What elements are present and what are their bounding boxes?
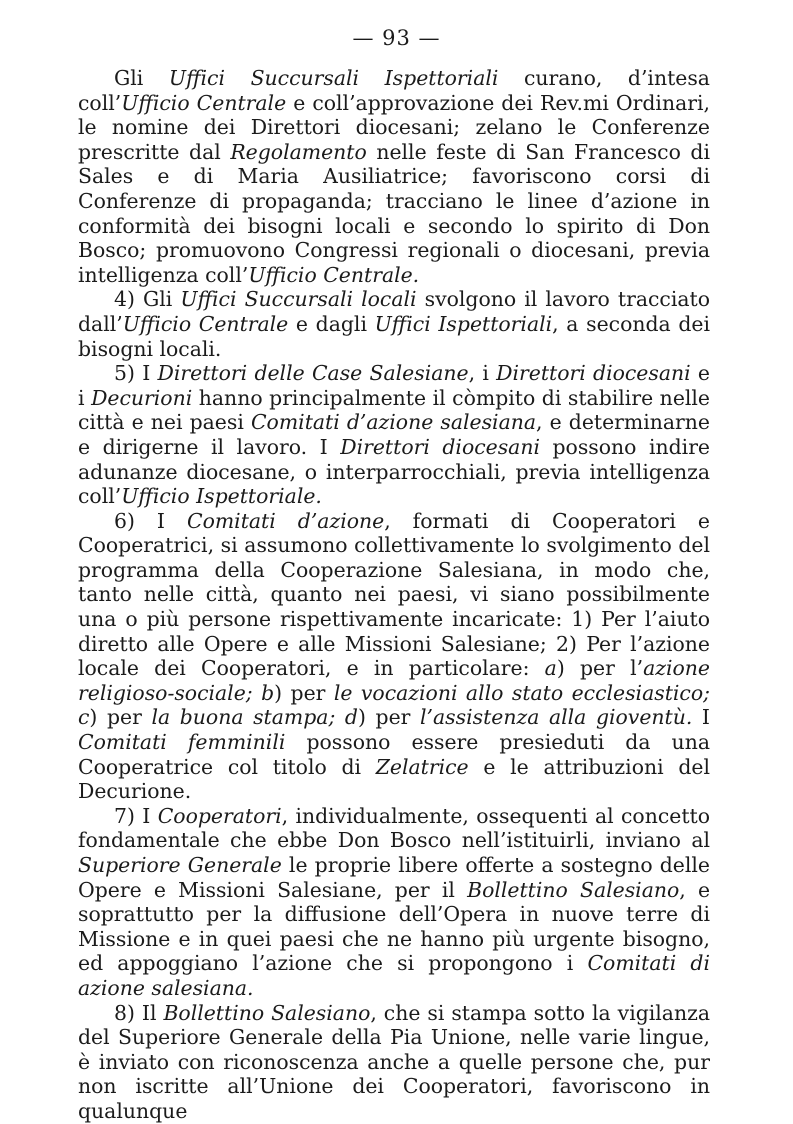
italic-text: Decurioni <box>91 385 193 410</box>
text-run: e dagli <box>288 311 375 336</box>
page-number: — 93 — <box>352 26 441 50</box>
text-run: nelle feste di San Francesco di Sales e di Maria Ausiliatrice; favoriscono corsi di Conferenze di propaganda; tracciano le linee d’azione in conformità dei bisogni locali e secondo lo spirito di Don Bosco; promuovono Congressi regionali o diocesani, previa intelligenza coll’ <box>78 139 710 287</box>
text-run: e i <box>78 361 711 410</box>
italic-text: Zelatrice <box>375 754 469 779</box>
text-run: , individualmente, ossequenti al concetto fondamentale che ebbe Don Bosco nell’istituirli, inviano al <box>78 803 710 853</box>
italic-text: l’assistenza alla gioventù. <box>420 705 693 730</box>
text-run: 6) I <box>114 508 187 533</box>
italic-text: Uffici Succursali Ispettoriali <box>168 66 499 90</box>
text-run: , e determinarne e dirigerne il lavoro. I <box>78 410 711 459</box>
text-run: , e soprattutto per la diffusione dell’Opera in nuove terre di Missione e in quei paesi che ne hanno più urgente bisogno, ed appoggiano l’azione che si propongono i <box>78 877 711 976</box>
body-text <box>78 66 710 1124</box>
text-run: e coll’approvazione dei Rev.mi Ordinari, le nomine dei Direttori diocesani; zelano le Conferenze prescritte dal <box>78 90 710 164</box>
text-run: 7) I <box>114 803 158 828</box>
italic-text: azione religioso-sociale; b <box>78 656 710 705</box>
italic-text: Bollettino Salesiano <box>467 877 680 902</box>
text-run: , formati di Cooperatori e Cooperatrici, si assumono collettivamente lo svolgimento del programma della Cooperazione Salesiana, in modo che, tanto nelle città, quanto nei paesi, vi siano possibilmente una o più persone rispettivamente incaricate: 1) Per l’aiuto diretto alle Opere e alle Missioni Salesiane; 2) Per l’azione locale dei Cooperatori, e in particolare: <box>78 508 710 681</box>
text-run: ) per <box>89 705 152 730</box>
italic-text: Ufficio Centrale. <box>248 262 420 287</box>
italic-text: Comitati d’azione <box>186 508 385 533</box>
italic-text: Cooperatori <box>157 803 282 828</box>
text-run: , a seconda dei bisogni locali. <box>78 311 710 361</box>
italic-text: Ufficio Centrale <box>122 311 289 336</box>
text-run: ) per <box>274 680 334 705</box>
paragraph-item-8 <box>78 1001 710 1124</box>
text-run: , i <box>468 361 497 386</box>
italic-text: la buona stampa; d <box>151 705 358 730</box>
italic-text: Regolamento <box>230 139 367 164</box>
italic-text: Ufficio Ispettoriale. <box>121 484 322 509</box>
italic-text: Uffici Ispettoriali <box>374 311 553 336</box>
text-run: svolgono il lavoro tracciato dall’ <box>78 287 710 336</box>
paragraph-item-5 <box>78 361 710 509</box>
text-run: possono indire adunanze diocesane, o interparrocchiali, previa intelligenza coll’ <box>78 434 711 509</box>
text-run: 5) I <box>114 361 158 386</box>
text-run: possono essere presieduti da una Cooperatrice col titolo di <box>78 730 710 779</box>
italic-text: Ufficio Centrale <box>121 90 287 115</box>
text-run: 4) Gli <box>114 287 181 312</box>
text-run: e le attribuzioni del Decurione. <box>78 754 710 804</box>
text-run: curano, d’intesa coll’ <box>78 66 710 115</box>
italic-text: Bollettino Salesiano <box>163 1000 371 1025</box>
text-run: ) per l’ <box>556 656 644 681</box>
italic-text: Comitati d’azione salesiana <box>250 410 537 435</box>
italic-text: Direttori diocesani <box>496 361 691 386</box>
paragraph-item-7 <box>78 804 710 1001</box>
text-run: ) per <box>357 705 421 730</box>
italic-text: Uffici Succursali locali <box>180 287 417 312</box>
italic-text: a <box>544 656 557 681</box>
paragraph-item-6 <box>78 509 710 804</box>
italic-text: Comitati femminili <box>78 730 286 755</box>
italic-text: Superiore Generale <box>78 853 282 877</box>
text-run: hanno principalmente il còmpito di stabilire nelle città e nei paesi <box>78 385 710 435</box>
text-run: le proprie libere offerte a sostegno delle Opere e Missioni Salesiane, per il <box>78 853 710 902</box>
text-run: 8) Il <box>114 1000 164 1025</box>
paragraph-item-4 <box>78 287 710 361</box>
italic-text: Comitati di azione salesiana. <box>78 951 710 1000</box>
text-run: Gli <box>114 66 169 90</box>
text-run: , che si stampa sotto la vigilanza del Superiore Generale della Pia Unione, nelle varie lingue, è inviato con riconoscenza anche a quelle persone che, pur non iscritte all’Unione dei Cooperatori, favoriscono in qualunque <box>78 1000 710 1123</box>
italic-text: Direttori diocesani <box>340 434 540 459</box>
italic-text: le vocazioni allo stato ecclesiastico; c <box>78 680 710 730</box>
paragraph-intro <box>78 66 710 287</box>
italic-text: Direttori delle Case Salesiane <box>157 361 469 386</box>
text-run: I <box>692 705 710 730</box>
